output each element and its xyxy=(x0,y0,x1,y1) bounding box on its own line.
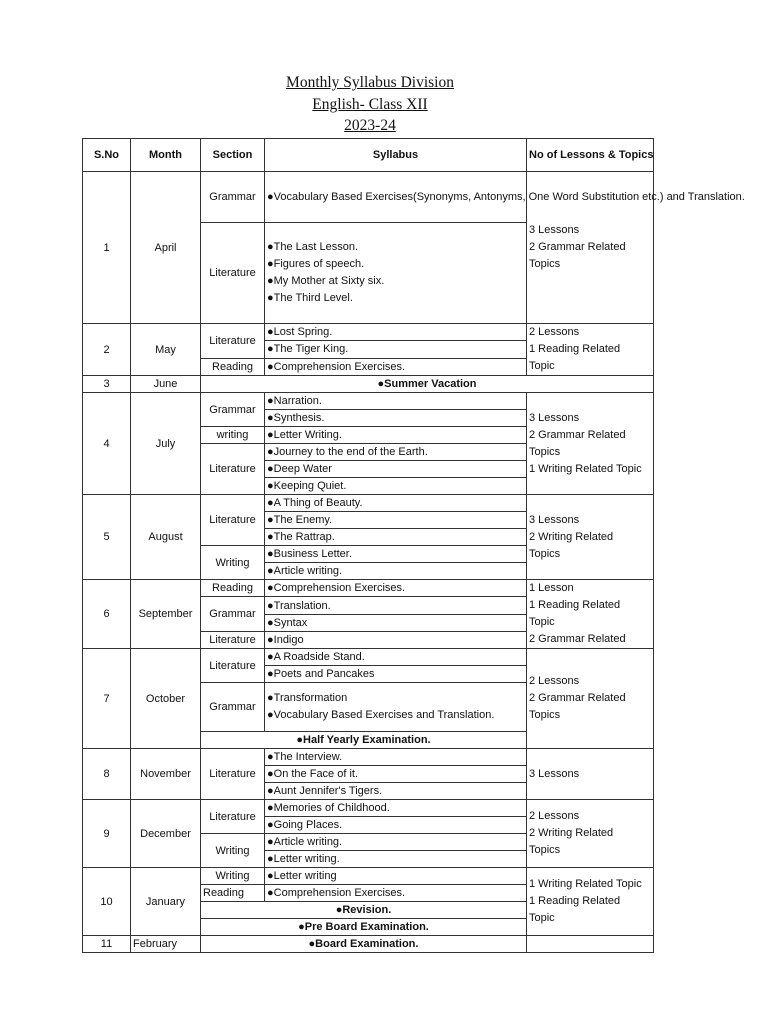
month-cell: September xyxy=(131,580,201,649)
lessons-line: Topics xyxy=(529,445,561,458)
table-row xyxy=(83,324,654,341)
table-row xyxy=(83,376,654,393)
lessons-line: 2 Lessons xyxy=(529,810,580,822)
section-cell: Literature xyxy=(201,444,265,495)
syllabus-cell: ●A Roadside Stand. xyxy=(265,649,527,666)
syllabus-item: ●The Third Level. xyxy=(267,292,353,304)
table-row xyxy=(83,749,654,766)
syllabus-cell: ●The Rattrap. xyxy=(265,529,527,546)
section-cell: Reading xyxy=(201,580,265,597)
syllabus-cell: ●Vocabulary Based Exercises(Synonyms, Antonyms, One Word Substitution etc.) and Translation. xyxy=(265,172,527,223)
sno-cell: 5 xyxy=(83,495,131,580)
section-cell: Literature xyxy=(201,649,265,683)
lessons-line: 1 Reading Related xyxy=(529,343,621,355)
lessons-line: Topic xyxy=(529,616,555,628)
lessons-cell xyxy=(527,749,654,800)
sno-cell: 4 xyxy=(83,393,131,495)
lessons-line: Topics xyxy=(529,844,561,856)
syllabus-cell: ●Letter Writing. xyxy=(265,427,527,444)
syllabus-cell: ●Letter writing xyxy=(265,868,527,885)
merged-cell: ●Summer Vacation xyxy=(201,376,654,393)
col-syllabus: Syllabus xyxy=(265,139,527,172)
sno-cell: 7 xyxy=(83,649,131,749)
syllabus-cell: ●Article writing. xyxy=(265,563,527,580)
lessons-cell xyxy=(527,580,654,649)
section-cell: Literature xyxy=(201,324,265,359)
month-cell: December xyxy=(131,800,201,868)
section-cell: Grammar xyxy=(201,597,265,632)
sno-cell: 8 xyxy=(83,749,131,800)
section-cell: Writing xyxy=(201,868,265,885)
section-cell: Reading xyxy=(201,358,265,375)
syllabus-cell: ●The Interview. xyxy=(265,749,527,766)
col-sno: S.No xyxy=(83,139,131,172)
month-cell: May xyxy=(131,324,201,376)
lessons-line: 1 Reading Related xyxy=(529,895,621,907)
syllabus-cell xyxy=(265,223,527,324)
section-cell: Literature xyxy=(201,749,265,800)
table-row xyxy=(83,800,654,817)
syllabus-cell: ●Poets and Pancakes xyxy=(265,666,527,683)
header-row xyxy=(83,139,654,172)
lessons-line: 1 Lesson xyxy=(529,582,574,594)
syllabus-cell: ●Article writing. xyxy=(265,834,527,851)
table-row xyxy=(83,495,654,512)
lessons-cell xyxy=(527,800,654,868)
lessons-line: 2 Lessons xyxy=(529,675,580,687)
syllabus-cell: ●The Tiger King. xyxy=(265,341,527,358)
section-cell: Literature xyxy=(201,223,265,324)
lessons-cell xyxy=(527,868,654,936)
merged-cell: ●Revision. xyxy=(201,902,527,919)
lessons-line: Topics xyxy=(529,258,561,270)
month-cell: October xyxy=(131,649,201,749)
month-cell: April xyxy=(131,172,201,324)
lessons-line: 3 Lessons xyxy=(529,224,580,236)
section-cell: Writing xyxy=(201,546,265,580)
syllabus-cell: ●Comprehension Exercises. xyxy=(265,580,527,597)
month-cell: July xyxy=(131,393,201,495)
lessons-line: 3 Lessons xyxy=(529,513,580,526)
table-row xyxy=(83,936,654,953)
table-row xyxy=(83,172,654,223)
lessons-line: Topic xyxy=(529,912,555,924)
lessons-line: 2 Grammar Related xyxy=(529,633,626,645)
month-cell: June xyxy=(131,376,201,393)
syllabus-cell: ●The Enemy. xyxy=(265,512,527,529)
syllabus-cell: ●Letter writing. xyxy=(265,851,527,868)
table-row xyxy=(83,393,654,410)
col-lessons: No of Lessons & Topics xyxy=(527,139,654,172)
lessons-line: 2 Grammar Related xyxy=(529,692,626,704)
syllabus-item: ●Figures of speech. xyxy=(267,258,365,270)
lessons-cell xyxy=(527,936,654,953)
syllabus-cell: ●Business Letter. xyxy=(265,546,527,563)
lessons-line: 1 Reading Related xyxy=(529,599,621,611)
month-cell: August xyxy=(131,495,201,580)
merged-cell: ●Board Examination. xyxy=(201,936,527,953)
lessons-line: 2 Grammar Related xyxy=(529,241,626,253)
doc-year: 2023-24 xyxy=(344,117,396,134)
syllabus-cell: ●Syntax xyxy=(265,615,527,632)
col-month: Month xyxy=(131,139,201,172)
lessons-cell xyxy=(527,495,654,580)
lessons-line: 2 Writing Related xyxy=(529,530,614,543)
lessons-cell xyxy=(527,393,654,495)
col-section: Section xyxy=(201,139,265,172)
sno-cell: 6 xyxy=(83,580,131,649)
lessons-line: Topics xyxy=(529,709,561,721)
sno-cell: 9 xyxy=(83,800,131,868)
lessons-line: 2 Lessons xyxy=(529,326,580,338)
lessons-line: 3 Lessons xyxy=(529,411,580,424)
syllabus-cell: ●Indigo xyxy=(265,632,527,649)
lessons-line: 3 Lessons xyxy=(529,767,580,780)
syllabus-cell: ●Journey to the end of the Earth. xyxy=(265,444,527,461)
syllabus-cell: ●Synthesis. xyxy=(265,410,527,427)
month-cell: November xyxy=(131,749,201,800)
syllabus-cell: ●Keeping Quiet. xyxy=(265,478,527,495)
section-cell: Grammar xyxy=(201,683,265,732)
syllabus-cell: ●Translation. xyxy=(265,597,527,615)
syllabus-cell: ●Going Places. xyxy=(265,817,527,834)
doc-subject: English- Class XII xyxy=(312,96,428,113)
sno-cell: 10 xyxy=(83,868,131,936)
syllabus-table xyxy=(82,138,745,953)
section-cell: Reading xyxy=(201,885,265,902)
section-cell: Literature xyxy=(201,632,265,649)
section-cell: Grammar xyxy=(201,393,265,427)
section-cell: Grammar xyxy=(201,172,265,223)
syllabus-cell: ●A Thing of Beauty. xyxy=(265,495,527,512)
lessons-line: 2 Grammar Related xyxy=(529,428,626,441)
lessons-line: Topic xyxy=(529,360,555,372)
syllabus-item: ●My Mother at Sixty six. xyxy=(267,275,385,287)
syllabus-cell: ●Lost Spring. xyxy=(265,324,527,341)
syllabus-cell xyxy=(265,683,527,732)
sno-cell: 3 xyxy=(83,376,131,393)
sno-cell: 2 xyxy=(83,324,131,376)
syllabus-cell: ●Memories of Childhood. xyxy=(265,800,527,817)
month-cell: February xyxy=(131,936,201,953)
syllabus-cell: ●Comprehension Exercises. xyxy=(265,358,527,375)
table-row xyxy=(83,868,654,885)
section-cell: Writing xyxy=(201,834,265,868)
doc-title: Monthly Syllabus Division xyxy=(286,74,454,91)
syllabus-cell: ●On the Face of it. xyxy=(265,766,527,783)
lessons-cell xyxy=(527,649,654,749)
lessons-line: Topics xyxy=(529,547,561,560)
sno-cell: 11 xyxy=(83,936,131,953)
lessons-line: 1 Writing Related Topic xyxy=(529,462,642,475)
syllabus-cell: ●Narration. xyxy=(265,393,527,410)
syllabus-cell: ●Comprehension Exercises. xyxy=(265,885,527,902)
section-cell: Literature xyxy=(201,495,265,546)
syllabus-cell: ●Aunt Jennifer's Tigers. xyxy=(265,783,527,800)
section-cell: Literature xyxy=(201,800,265,834)
syllabus-cell: ●Deep Water xyxy=(265,461,527,478)
section-cell: writing xyxy=(201,427,265,444)
merged-cell: ●Pre Board Examination. xyxy=(201,919,527,936)
lessons-line: 2 Writing Related xyxy=(529,827,614,839)
syllabus-item: ●Transformation xyxy=(267,692,348,704)
month-cell: January xyxy=(131,868,201,936)
syllabus-item: ●Vocabulary Based Exercises and Translation. xyxy=(267,709,495,721)
merged-cell: ●Half Yearly Examination. xyxy=(201,732,527,749)
syllabus-item: ●The Last Lesson. xyxy=(267,241,359,253)
lessons-line: 1 Writing Related Topic xyxy=(529,878,642,890)
sno-cell: 1 xyxy=(83,172,131,324)
table-row xyxy=(83,649,654,666)
lessons-cell xyxy=(527,324,654,376)
table-row xyxy=(83,580,654,597)
